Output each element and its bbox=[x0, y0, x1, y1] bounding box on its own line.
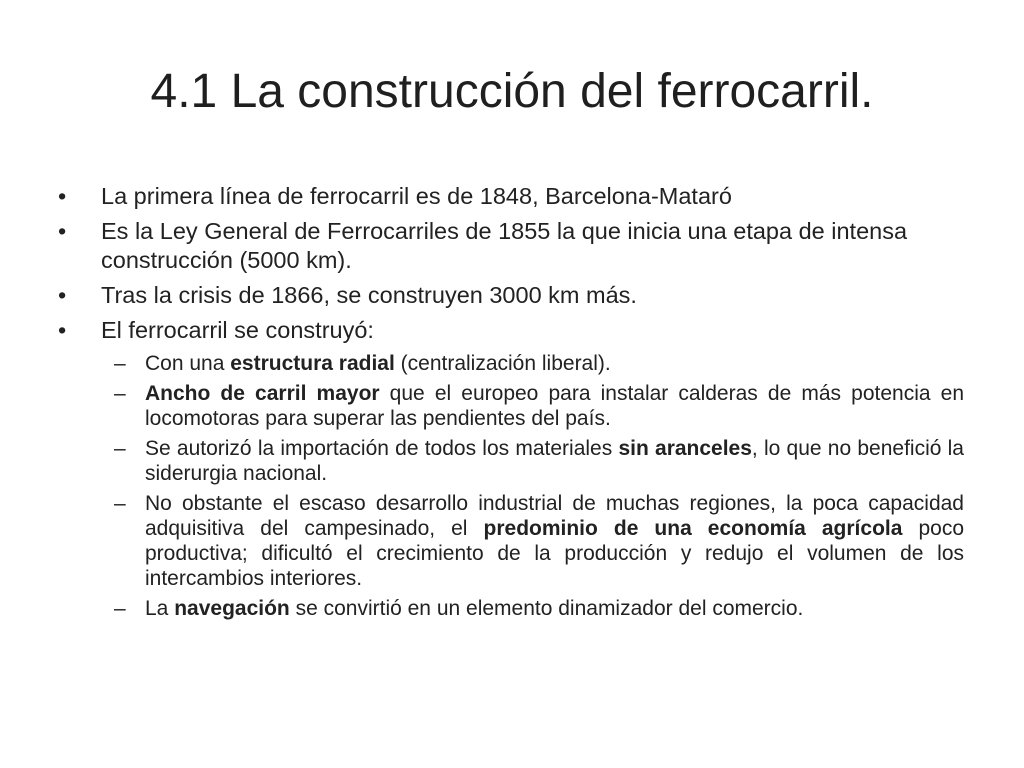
sub-text-bold: Ancho de carril mayor bbox=[145, 382, 380, 405]
dash-marker: – bbox=[114, 382, 126, 405]
bullet-item bbox=[58, 316, 964, 345]
sub-item bbox=[58, 436, 964, 486]
bullet-item bbox=[58, 281, 964, 310]
bullet-text: Es la Ley General de Ferrocarriles de 1855 la que inicia una etapa de intensa construcción (5000 km). bbox=[101, 218, 908, 273]
bullet-marker: • bbox=[58, 282, 67, 308]
sub-text: , lo que no benefició la siderurgia nacional. bbox=[145, 437, 964, 485]
sub-text-bold: navegación bbox=[174, 597, 290, 620]
sub-text: La bbox=[145, 597, 175, 620]
sub-text: se convirtió en un elemento dinamizador del comercio. bbox=[289, 597, 804, 620]
sub-text: Con una bbox=[145, 352, 231, 375]
dash-marker: – bbox=[114, 597, 126, 620]
sub-item bbox=[58, 596, 964, 621]
bullet-text: Tras la crisis de 1866, se construyen 3000 km más. bbox=[101, 282, 637, 308]
sub-item bbox=[58, 381, 964, 431]
sub-text: (centralización liberal). bbox=[394, 352, 611, 375]
dash-marker: – bbox=[114, 352, 126, 375]
slide-title: 4.1 La construcción del ferrocarril. bbox=[150, 65, 874, 118]
bullet-item bbox=[58, 217, 964, 275]
bullet-marker: • bbox=[58, 317, 67, 343]
sub-item bbox=[58, 351, 964, 376]
slide-content bbox=[58, 182, 964, 626]
sub-text: No obstante el escaso desarrollo industrial de muchas regiones, la poca capacidad adquisitiva del campesinado, el bbox=[145, 492, 964, 540]
bullet-item bbox=[58, 182, 964, 211]
sub-text-bold: estructura radial bbox=[230, 352, 395, 375]
bullet-text: El ferrocarril se construyó: bbox=[101, 317, 374, 343]
dash-marker: – bbox=[114, 437, 126, 460]
sub-text: poco productiva; dificultó el crecimiento de la producción y redujo el volumen de los intercambios interiores. bbox=[145, 517, 965, 590]
sub-text-bold: sin aranceles bbox=[618, 437, 752, 460]
sub-text: Se autorizó la importación de todos los materiales bbox=[145, 437, 619, 460]
sub-item bbox=[58, 491, 964, 591]
bullet-marker: • bbox=[58, 218, 67, 244]
sub-text: que el europeo para instalar calderas de más potencia en locomotoras para superar las pendientes del país. bbox=[145, 382, 965, 430]
bullet-text: La primera línea de ferrocarril es de 1848, Barcelona-Mataró bbox=[101, 183, 732, 209]
bullet-marker: • bbox=[58, 183, 67, 209]
dash-marker: – bbox=[114, 492, 126, 515]
sub-text-bold: predominio de una economía agrícola bbox=[483, 517, 903, 540]
